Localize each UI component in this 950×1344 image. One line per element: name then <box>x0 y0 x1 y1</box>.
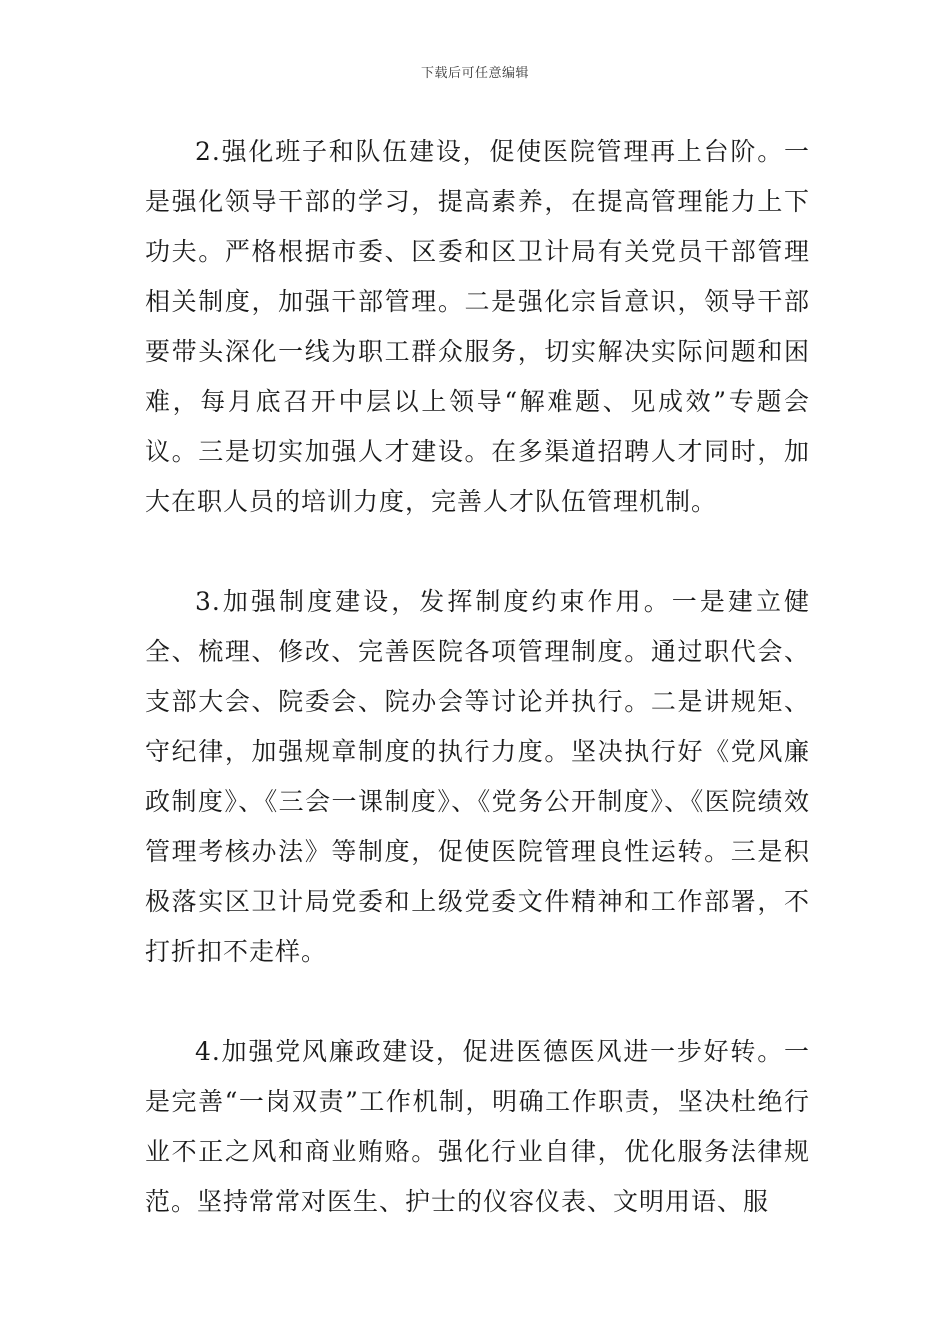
document-body <box>145 127 810 1227</box>
paragraph-2: 2.强化班子和队伍建设，促使医院管理再上台阶。一是强化领导干部的学习，提高素养，在提高管理能力上下功夫。严格根据市委、区委和区卫计局有关党员干部管理相关制度，加强干部管理。二是强化宗旨意识，领导干部要带头深化一线为职工群众服务，切实解决实际问题和困难，每月底召开中层以上领导“解难题、见成效”专题会议。三是切实加强人才建设。在多渠道招聘人才同时，加大在职人员的培训力度，完善人才队伍管理机制。 <box>145 137 810 516</box>
paragraph-3: 3.加强制度建设，发挥制度约束作用。一是建立健全、梳理、修改、完善医院各项管理制度。通过职代会、支部大会、院委会、院办会等讨论并执行。二是讲规矩、守纪律，加强规章制度的执行力度。坚决执行好《党风廉政制度》、《三会一课制度》、《党务公开制度》、《医院绩效管理考核办法》等制度，促使医院管理良性运转。三是积极落实区卫计局党委和上级党委文件精神和工作部署，不打折扣不走样。 <box>145 587 810 966</box>
page-header: 下载后可任意编辑 <box>420 66 529 81</box>
paragraph-4: 4.加强党风廉政建设，促进医德医风进一步好转。一是完善“一岗双责”工作机制，明确工作职责，坚决杜绝行业不正之风和商业贿赂。强化行业自律，优化服务法律规范。坚持常常对医生、护士的仪容仪表、文明用语、服 <box>145 1037 810 1216</box>
